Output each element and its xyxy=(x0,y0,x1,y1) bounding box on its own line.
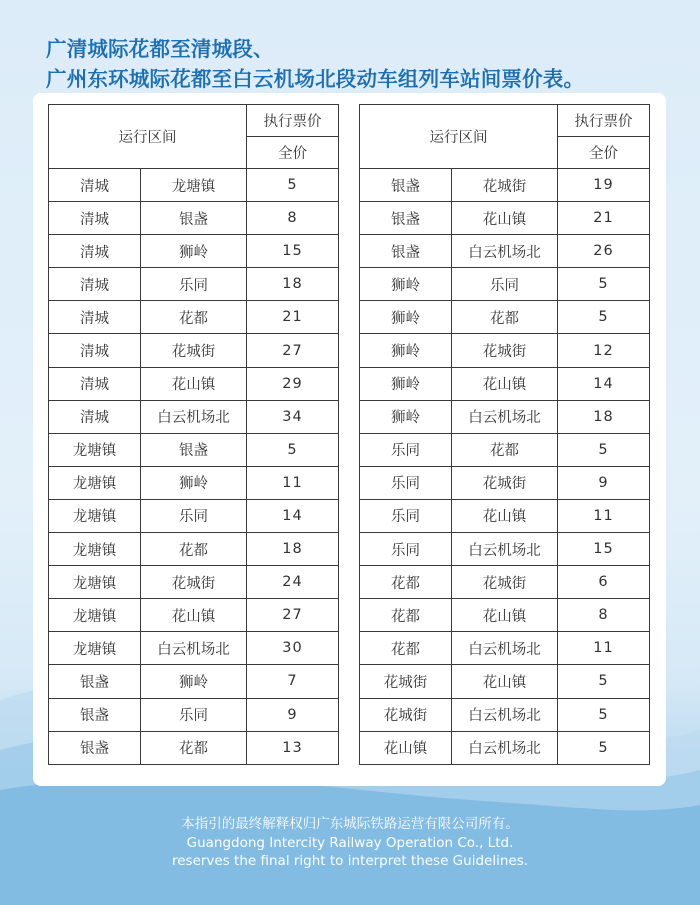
header-price: 执行票价 xyxy=(558,105,650,137)
fare-value: 15 xyxy=(558,533,650,566)
table-row xyxy=(49,632,339,665)
to-station: 花山镇 xyxy=(141,367,247,400)
fare-value: 21 xyxy=(247,301,339,334)
from-station: 狮岭 xyxy=(360,301,452,334)
fare-value: 9 xyxy=(247,698,339,731)
fare-value: 6 xyxy=(558,566,650,599)
from-station: 龙塘镇 xyxy=(49,599,141,632)
from-station: 乐同 xyxy=(360,499,452,532)
from-station: 清城 xyxy=(49,400,141,433)
header-full-price: 全价 xyxy=(247,137,339,169)
table-row xyxy=(360,499,650,532)
table-row xyxy=(49,665,339,698)
from-station: 银盏 xyxy=(49,698,141,731)
to-station: 花山镇 xyxy=(452,367,558,400)
fare-value: 5 xyxy=(247,169,339,202)
from-station: 银盏 xyxy=(360,235,452,268)
table-row xyxy=(360,268,650,301)
fare-value: 12 xyxy=(558,334,650,367)
fare-value: 15 xyxy=(247,235,339,268)
header-price: 执行票价 xyxy=(247,105,339,137)
fare-value: 8 xyxy=(558,599,650,632)
to-station: 白云机场北 xyxy=(452,400,558,433)
table-row xyxy=(49,466,339,499)
fare-value: 18 xyxy=(247,533,339,566)
fare-value: 7 xyxy=(247,665,339,698)
to-station: 白云机场北 xyxy=(452,731,558,764)
from-station: 银盏 xyxy=(49,731,141,764)
from-station: 龙塘镇 xyxy=(49,632,141,665)
from-station: 花都 xyxy=(360,599,452,632)
to-station: 花城街 xyxy=(141,566,247,599)
from-station: 狮岭 xyxy=(360,268,452,301)
to-station: 白云机场北 xyxy=(452,533,558,566)
table-row xyxy=(49,202,339,235)
from-station: 花城街 xyxy=(360,665,452,698)
from-station: 花城街 xyxy=(360,698,452,731)
table-row xyxy=(49,367,339,400)
table-row xyxy=(360,731,650,764)
table-row xyxy=(49,400,339,433)
header-full-price: 全价 xyxy=(558,137,650,169)
from-station: 花都 xyxy=(360,566,452,599)
fare-value: 14 xyxy=(558,367,650,400)
fare-table-right xyxy=(359,104,650,765)
to-station: 花城街 xyxy=(452,334,558,367)
fare-value: 5 xyxy=(558,731,650,764)
to-station: 花城街 xyxy=(452,169,558,202)
table-row xyxy=(360,566,650,599)
table-row xyxy=(360,665,650,698)
table-row xyxy=(49,268,339,301)
fare-value: 5 xyxy=(247,433,339,466)
from-station: 狮岭 xyxy=(360,400,452,433)
table-row xyxy=(360,466,650,499)
fare-table-left-body xyxy=(49,169,339,765)
from-station: 清城 xyxy=(49,268,141,301)
fare-value: 8 xyxy=(247,202,339,235)
fare-value: 21 xyxy=(558,202,650,235)
fare-value: 11 xyxy=(558,632,650,665)
fare-value: 18 xyxy=(247,268,339,301)
from-station: 花都 xyxy=(360,632,452,665)
table-row xyxy=(360,599,650,632)
header-section: 运行区间 xyxy=(49,105,247,169)
fare-value: 27 xyxy=(247,334,339,367)
to-station: 狮岭 xyxy=(141,466,247,499)
from-station: 龙塘镇 xyxy=(49,433,141,466)
to-station: 银盏 xyxy=(141,202,247,235)
fare-value: 19 xyxy=(558,169,650,202)
fare-value: 11 xyxy=(247,466,339,499)
table-row xyxy=(360,301,650,334)
to-station: 花城街 xyxy=(141,334,247,367)
from-station: 龙塘镇 xyxy=(49,533,141,566)
fare-value: 5 xyxy=(558,665,650,698)
fare-value: 11 xyxy=(558,499,650,532)
to-station: 狮岭 xyxy=(141,235,247,268)
from-station: 清城 xyxy=(49,301,141,334)
to-station: 狮岭 xyxy=(141,665,247,698)
to-station: 白云机场北 xyxy=(141,632,247,665)
fare-value: 29 xyxy=(247,367,339,400)
to-station: 花城街 xyxy=(452,566,558,599)
fare-value: 5 xyxy=(558,268,650,301)
to-station: 花都 xyxy=(452,301,558,334)
table-row xyxy=(49,301,339,334)
table-row xyxy=(360,533,650,566)
table-row xyxy=(49,698,339,731)
table-row xyxy=(360,632,650,665)
to-station: 乐同 xyxy=(141,499,247,532)
table-row xyxy=(49,433,339,466)
from-station: 狮岭 xyxy=(360,334,452,367)
footer-line-en-1: Guangdong Intercity Railway Operation Co., Ltd. xyxy=(186,834,514,851)
fare-value: 24 xyxy=(247,566,339,599)
from-station: 清城 xyxy=(49,334,141,367)
from-station: 乐同 xyxy=(360,466,452,499)
to-station: 花山镇 xyxy=(452,665,558,698)
fare-value: 9 xyxy=(558,466,650,499)
to-station: 白云机场北 xyxy=(452,698,558,731)
from-station: 乐同 xyxy=(360,433,452,466)
to-station: 花山镇 xyxy=(452,499,558,532)
to-station: 花都 xyxy=(141,731,247,764)
from-station: 狮岭 xyxy=(360,367,452,400)
fare-value: 13 xyxy=(247,731,339,764)
fare-value: 5 xyxy=(558,433,650,466)
fare-value: 34 xyxy=(247,400,339,433)
to-station: 花山镇 xyxy=(452,202,558,235)
to-station: 银盏 xyxy=(141,433,247,466)
table-row xyxy=(360,334,650,367)
table-row xyxy=(49,533,339,566)
table-row xyxy=(360,400,650,433)
table-row xyxy=(49,599,339,632)
table-row xyxy=(360,433,650,466)
to-station: 龙塘镇 xyxy=(141,169,247,202)
table-row xyxy=(49,169,339,202)
footer-line-cn: 本指引的最终解释权归广东城际铁路运营有限公司所有。 xyxy=(181,816,519,832)
header-section: 运行区间 xyxy=(360,105,558,169)
from-station: 清城 xyxy=(49,202,141,235)
from-station: 龙塘镇 xyxy=(49,499,141,532)
table-row xyxy=(49,499,339,532)
fare-value: 26 xyxy=(558,235,650,268)
to-station: 白云机场北 xyxy=(141,400,247,433)
from-station: 花山镇 xyxy=(360,731,452,764)
fare-table-right-body xyxy=(360,169,650,765)
table-row xyxy=(360,202,650,235)
fare-table-left xyxy=(48,104,339,765)
from-station: 乐同 xyxy=(360,533,452,566)
to-station: 花都 xyxy=(141,301,247,334)
to-station: 白云机场北 xyxy=(452,235,558,268)
from-station: 银盏 xyxy=(360,202,452,235)
table-row xyxy=(360,169,650,202)
from-station: 清城 xyxy=(49,367,141,400)
fare-value: 30 xyxy=(247,632,339,665)
table-row xyxy=(360,367,650,400)
from-station: 清城 xyxy=(49,169,141,202)
table-row xyxy=(360,235,650,268)
to-station: 花都 xyxy=(141,533,247,566)
title-line-1: 广清城际花都至清城段、 xyxy=(46,37,274,61)
title-line-2: 广州东环城际花都至白云机场北段动车组列车站间票价表。 xyxy=(46,67,585,91)
from-station: 银盏 xyxy=(360,169,452,202)
to-station: 白云机场北 xyxy=(452,632,558,665)
fare-value: 5 xyxy=(558,698,650,731)
to-station: 花城街 xyxy=(452,466,558,499)
to-station: 花山镇 xyxy=(141,599,247,632)
to-station: 乐同 xyxy=(452,268,558,301)
table-row xyxy=(49,731,339,764)
fare-value: 14 xyxy=(247,499,339,532)
to-station: 乐同 xyxy=(141,268,247,301)
table-row xyxy=(360,698,650,731)
to-station: 乐同 xyxy=(141,698,247,731)
table-row xyxy=(49,334,339,367)
from-station: 龙塘镇 xyxy=(49,466,141,499)
fare-value: 18 xyxy=(558,400,650,433)
table-row xyxy=(49,235,339,268)
footer xyxy=(0,815,700,871)
from-station: 龙塘镇 xyxy=(49,566,141,599)
to-station: 花都 xyxy=(452,433,558,466)
fare-value: 5 xyxy=(558,301,650,334)
table-row xyxy=(49,566,339,599)
page-title xyxy=(46,34,584,94)
fare-value: 27 xyxy=(247,599,339,632)
to-station: 花山镇 xyxy=(452,599,558,632)
from-station: 清城 xyxy=(49,235,141,268)
footer-line-en-2: reserves the final right to interpret these Guidelines. xyxy=(171,853,529,869)
from-station: 银盏 xyxy=(49,665,141,698)
